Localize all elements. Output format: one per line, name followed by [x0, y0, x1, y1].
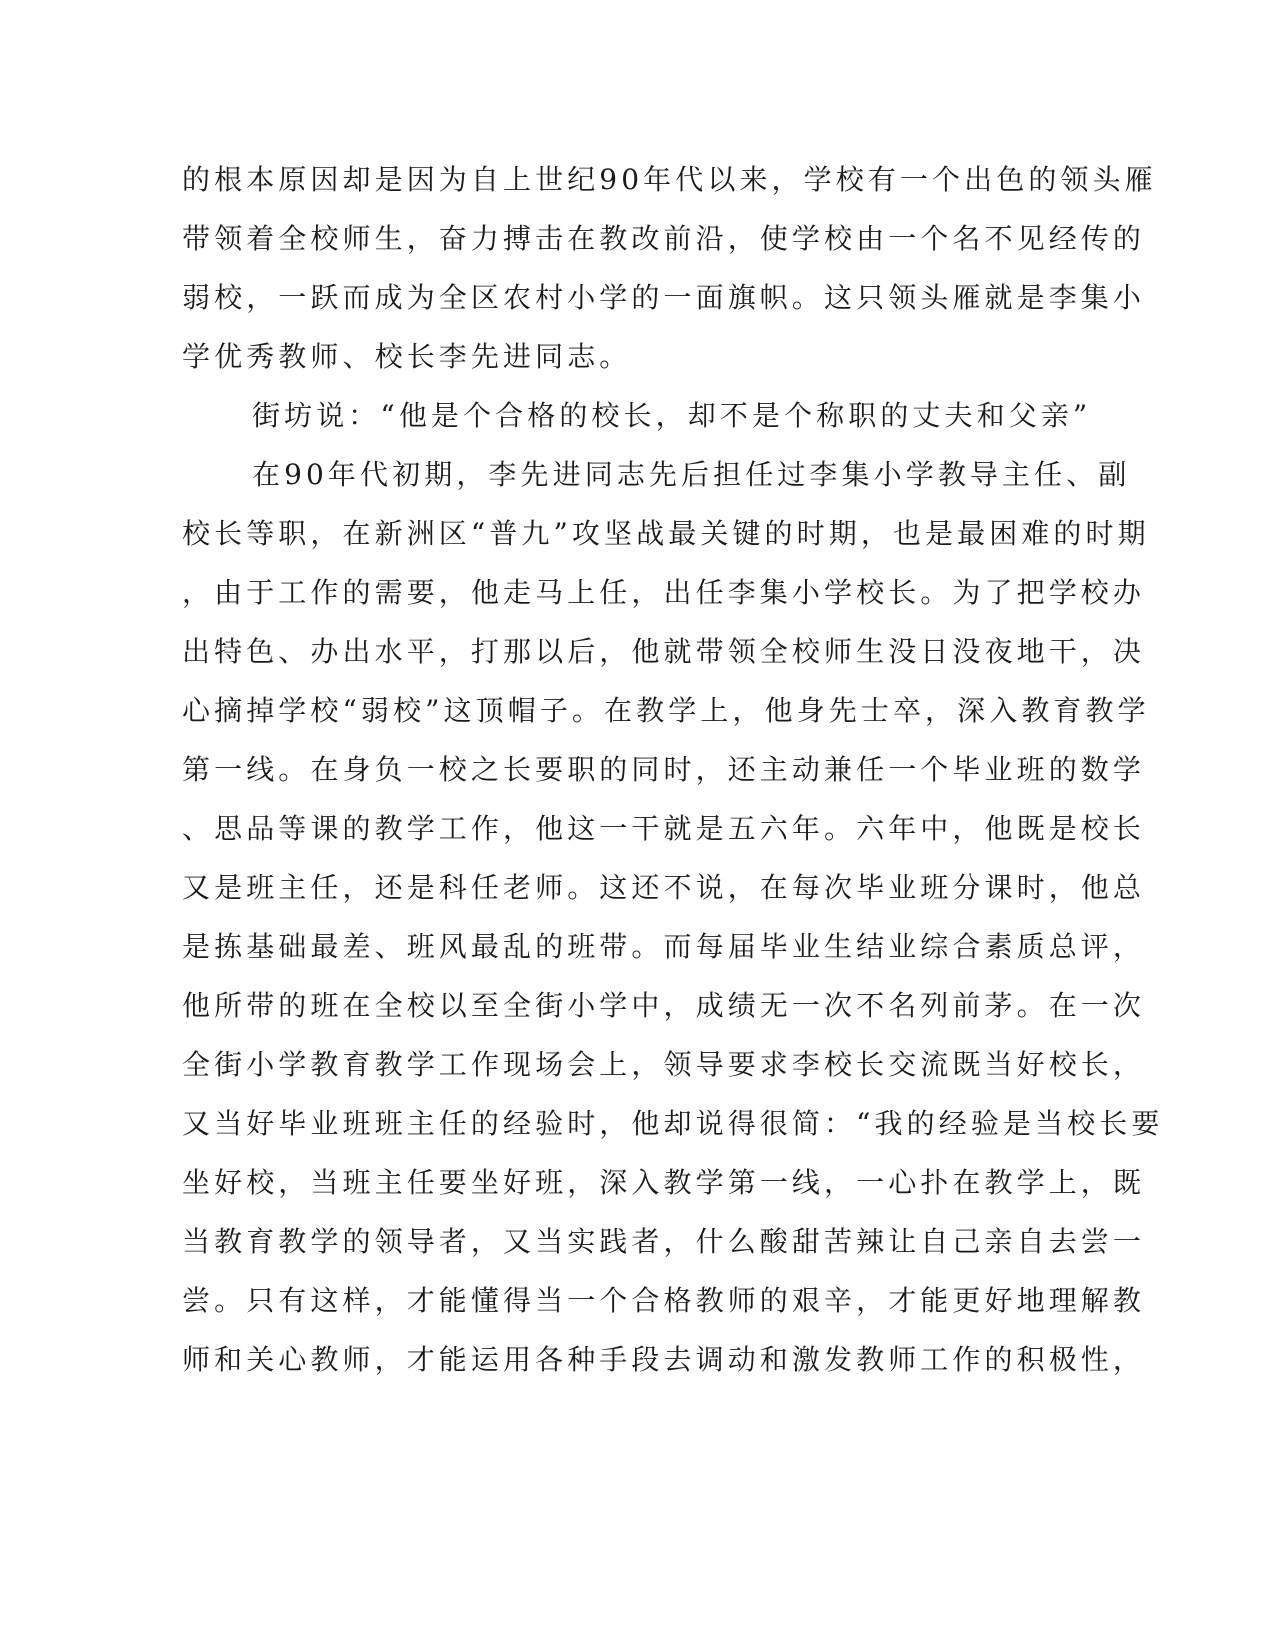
text-line: ，由于工作的需要，他走马上任，出任李集小学校长。为了把学校办: [182, 576, 1146, 609]
text-line: 他所带的班在全校以至全街小学中，成绩无一次不名列前茅。在一次: [182, 989, 1146, 1022]
text-line: 校长等职，在新洲区“普九”攻坚战最关键的时期，也是最困难的时期: [182, 517, 1150, 550]
text-line: 带领着全校师生，奋力搏击在教改前沿，使学校由一个名不见经传的: [182, 222, 1146, 255]
text-line: 是拣基础最差、班风最乱的班带。而每届毕业生结业综合素质总评，: [182, 930, 1146, 963]
text-line: 又当好毕业班班主任的经验时，他却说得很简：“我的经验是当校长要: [182, 1107, 1164, 1140]
text-line: 心摘掉学校“弱校”这顶帽子。在教学上，他身先士卒，深入教育教学: [182, 694, 1150, 727]
text-line: 弱校，一跃而成为全区农村小学的一面旗帜。这只领头雁就是李集小: [182, 281, 1146, 314]
text-line: 第一线。在身负一校之长要职的同时，还主动兼任一个毕业班的数学: [182, 753, 1146, 786]
text-line: 师和关心教师，才能运用各种手段去调动和激发教师工作的积极性，: [182, 1343, 1146, 1376]
text-line: 、思品等课的教学工作，他这一干就是五六年。六年中，他既是校长: [182, 812, 1146, 845]
text-line: 坐好校，当班主任要坐好班，深入教学第一线，一心扑在教学上，既: [182, 1166, 1146, 1199]
text-line: 学优秀教师、校长李先进同志。: [182, 340, 632, 373]
paragraph-first-line: 在90年代初期，李先进同志先后担任过李集小学教导主任、副: [252, 458, 1131, 491]
text-line: 的根本原因却是因为自上世纪90年代以来，学校有一个出色的领头雁: [182, 163, 1157, 196]
text-line: 尝。只有这样，才能懂得当一个合格教师的艰辛，才能更好地理解教: [182, 1284, 1146, 1317]
text-line: 又是班主任，还是科任老师。这还不说，在每次毕业班分课时，他总: [182, 871, 1146, 904]
text-line: 出特色、办出水平，打那以后，他就带领全校师生没日没夜地干，决: [182, 635, 1146, 668]
section-heading: 街坊说：“他是个合格的校长，却不是个称职的丈夫和父亲”: [252, 399, 1092, 432]
text-line: 全街小学教育教学工作现场会上，领导要求李校长交流既当好校长，: [182, 1048, 1146, 1081]
text-line: 当教育教学的领导者，又当实践者，什么酸甜苦辣让自己亲自去尝一: [182, 1225, 1146, 1258]
